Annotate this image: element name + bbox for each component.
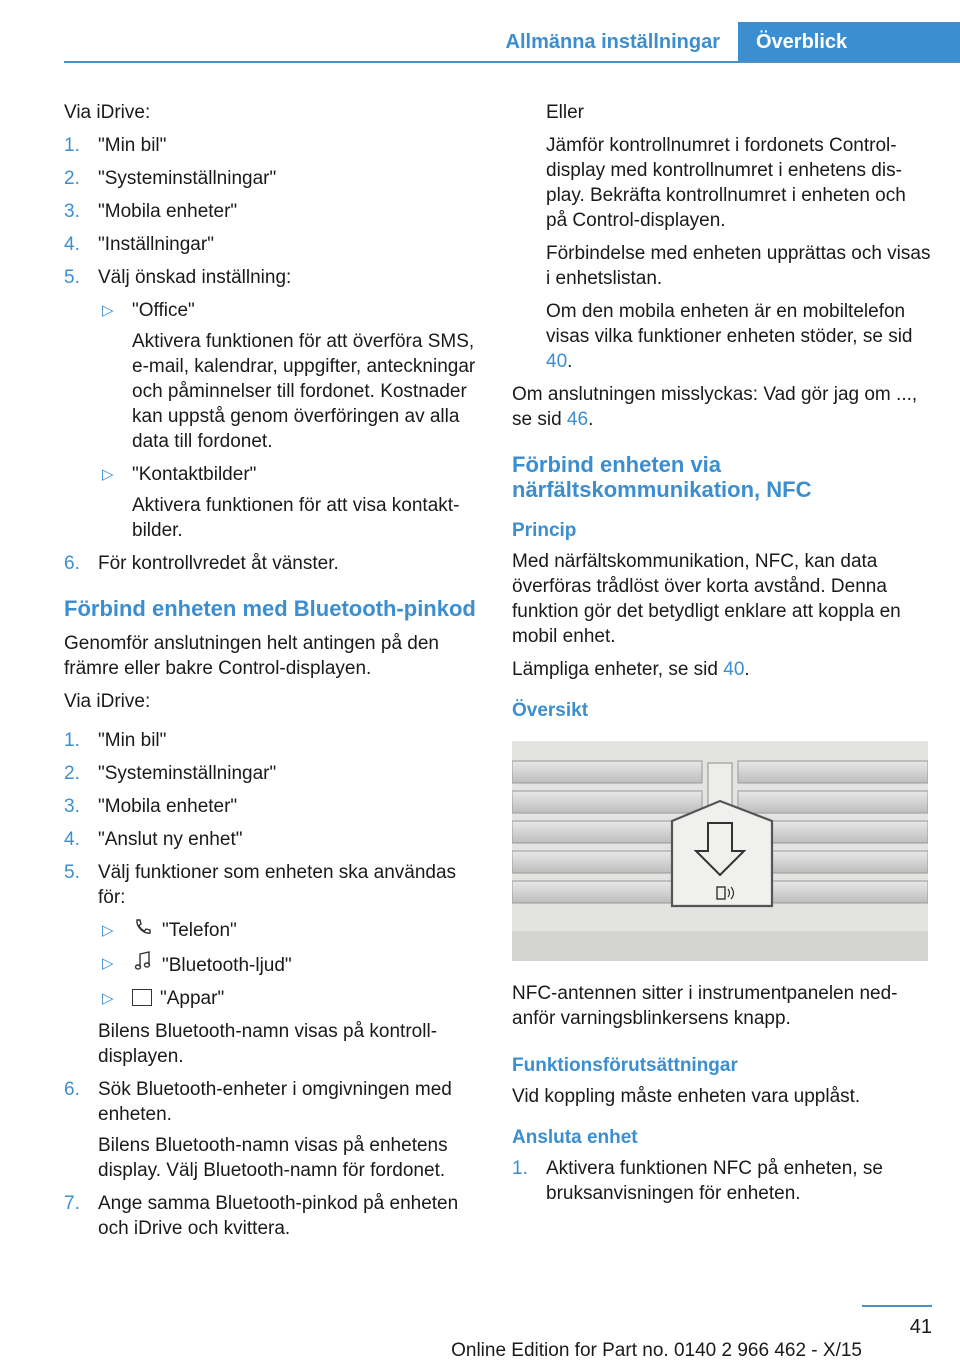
paragraph: Genomför anslutningen helt antingen på den främre eller bakre Control-displayen. bbox=[64, 633, 439, 679]
settings-steps-list bbox=[64, 133, 484, 576]
subheading-oversikt: Översikt bbox=[512, 700, 589, 721]
paragraph: Bilens Bluetooth-namn visas på kontrolldisplayen. bbox=[98, 1021, 438, 1067]
list-item: 5. Välj funktioner som enheten ska användas för: ▷ "Telefon" ▷ "Bluetooth-ljud" ▷ "Appar" Bilens Bluetooth-namn visas på kontrolldisplayen. bbox=[64, 860, 484, 1069]
paragraph: Vid koppling måste enheten vara upplåst. bbox=[512, 1086, 861, 1107]
section-heading: Förbind enheten med Bluetooth-pinkod bbox=[64, 596, 476, 621]
list-item: 3. "Mobila enheter" bbox=[64, 796, 238, 817]
intro-text: Via iDrive: bbox=[64, 102, 151, 123]
paragraph: Lämpliga enheter, se sid 40. bbox=[512, 659, 750, 680]
options-list bbox=[98, 298, 484, 543]
page-number: 41 bbox=[909, 1316, 932, 1338]
header-section-title: Allmänna inställningar bbox=[505, 31, 720, 53]
footer-rule bbox=[862, 1305, 932, 1307]
header-rule bbox=[64, 61, 960, 63]
option-description: Aktivera funktionen för att visa kontaktbilder. bbox=[132, 495, 460, 541]
continued-step bbox=[512, 100, 932, 374]
list-item: 2. "Systeminställningar" bbox=[64, 763, 277, 784]
list-item: 6. Sök Bluetooth-enheter i omgivningen med enheten. Bilens Bluetooth-namn visas på enhetens display. Välj Bluetooth-namn för fordonet. bbox=[64, 1077, 484, 1183]
dashboard-vent-illustration bbox=[512, 741, 928, 961]
page-footer bbox=[64, 1305, 932, 1361]
triangle-bullet-icon: ▷ bbox=[102, 466, 114, 483]
intro-text: Via iDrive: bbox=[64, 691, 151, 712]
list-item: 6. För kontrollvredet åt vänster. bbox=[64, 553, 339, 574]
paragraph: Jämför kontrollnumret i fordonets Control-display med kontrollnumret i enhetens display. Bekräfta kontrollnumret i enheten och på Control-displayen. bbox=[546, 135, 906, 231]
list-item: 7. Ange samma Bluetooth-pinkod på enheten och iDrive och kvittera. bbox=[64, 1193, 459, 1239]
list-item: 1. Aktivera funktionen NFC på enheten, se bruksanvisningen för enheten. bbox=[512, 1158, 883, 1204]
nfc-caption: NFC-antennen sitter i instrumentpanelen nedanför varningsblinkersens knapp. bbox=[512, 983, 898, 1029]
list-item: ▷ "Telefon" bbox=[102, 920, 237, 941]
paragraph: Bilens Bluetooth-namn visas på enhetens display. Välj Bluetooth-namn för fordonet. bbox=[98, 1135, 448, 1181]
left-column bbox=[64, 100, 484, 1249]
subheading-princip: Princip bbox=[512, 520, 577, 541]
list-item: 2. "Systeminställningar" bbox=[64, 168, 277, 189]
list-item: ▷ "Office" Aktivera funktionen för att överföra SMS, e-mail, kalendrar, uppgifter, anteckningar och påminnelser till fordonet. Kostnader kan uppstå genom överföringen av alla data till fordonet. bbox=[98, 298, 484, 454]
list-item: 4. "Anslut ny enhet" bbox=[64, 829, 243, 850]
header-tab-overview: Överblick bbox=[738, 22, 960, 63]
functions-list bbox=[98, 918, 484, 1011]
paragraph: Eller bbox=[546, 102, 585, 123]
pairing-steps-list bbox=[64, 728, 484, 1241]
triangle-bullet-icon: ▷ bbox=[102, 955, 114, 972]
paragraph: Förbindelse med enheten upprättas och visas i enhetslistan. bbox=[546, 243, 931, 289]
subheading-requirements: Funktionsförutsättningar bbox=[512, 1055, 738, 1076]
list-item: 5. Välj önskad inställning: ▷ "Office" Aktivera funktionen för att överföra SMS, e-mail, kalendrar, uppgifter, anteckningar och påminnelser till fordonet. Kostnader kan uppstå genom överföringen av alla data till fordonet. ▷ "Kontaktbilder" Aktivera funktionen för att visa kontaktbilder. bbox=[64, 265, 484, 543]
edition-text: Online Edition for Part no. 0140 2 966 462 - X/15 bbox=[451, 1340, 862, 1361]
triangle-bullet-icon: ▷ bbox=[102, 990, 114, 1007]
paragraph: Med närfältskommunikation, NFC, kan data överföras trådlöst över korta avstånd. Denna funktion gör det betydligt enklare att koppla en mobil enhet. bbox=[512, 551, 901, 647]
music-note-icon bbox=[132, 951, 154, 978]
page-link[interactable]: 46 bbox=[566, 409, 589, 430]
page-link[interactable]: 40 bbox=[546, 351, 568, 372]
paragraph: Om den mobila enheten är en mobiltelefon visas vilka funktioner enheten stöder, se sid 40. bbox=[546, 301, 913, 372]
triangle-bullet-icon: ▷ bbox=[102, 922, 114, 939]
list-item: ▷ "Bluetooth-ljud" bbox=[98, 951, 484, 978]
page-header bbox=[64, 22, 960, 62]
connect-steps-list bbox=[512, 1156, 932, 1206]
list-item: ▷ "Kontaktbilder" Aktivera funktionen för att visa kontaktbilder. bbox=[98, 462, 484, 543]
list-item: 1. "Min bil" bbox=[64, 730, 167, 751]
list-item: 3. "Mobila enheter" bbox=[64, 201, 238, 222]
right-column bbox=[512, 100, 932, 1214]
nfc-antenna-photo bbox=[512, 741, 928, 961]
list-item: 4. "Inställningar" bbox=[64, 234, 214, 255]
paragraph: Om anslutningen misslyckas: Vad gör jag om ..., se sid 46. bbox=[512, 384, 918, 430]
page-link[interactable]: 40 bbox=[723, 659, 745, 680]
subheading-connect: Ansluta enhet bbox=[512, 1127, 638, 1148]
option-description: Aktivera funktionen för att överföra SMS, e-mail, kalendrar, uppgifter, anteckningar och påminnelser till fordonet. Kostnader kan uppstå genom överföringen av alla data till fordonet. bbox=[132, 331, 476, 452]
list-item: 1. "Min bil" bbox=[64, 135, 167, 156]
phone-icon bbox=[132, 918, 154, 943]
apps-box-icon bbox=[132, 989, 152, 1006]
list-item: ▷ "Appar" bbox=[102, 988, 225, 1009]
triangle-bullet-icon: ▷ bbox=[102, 302, 114, 319]
section-heading: Förbind enheten via närfältskommunikation, NFC bbox=[512, 452, 812, 502]
